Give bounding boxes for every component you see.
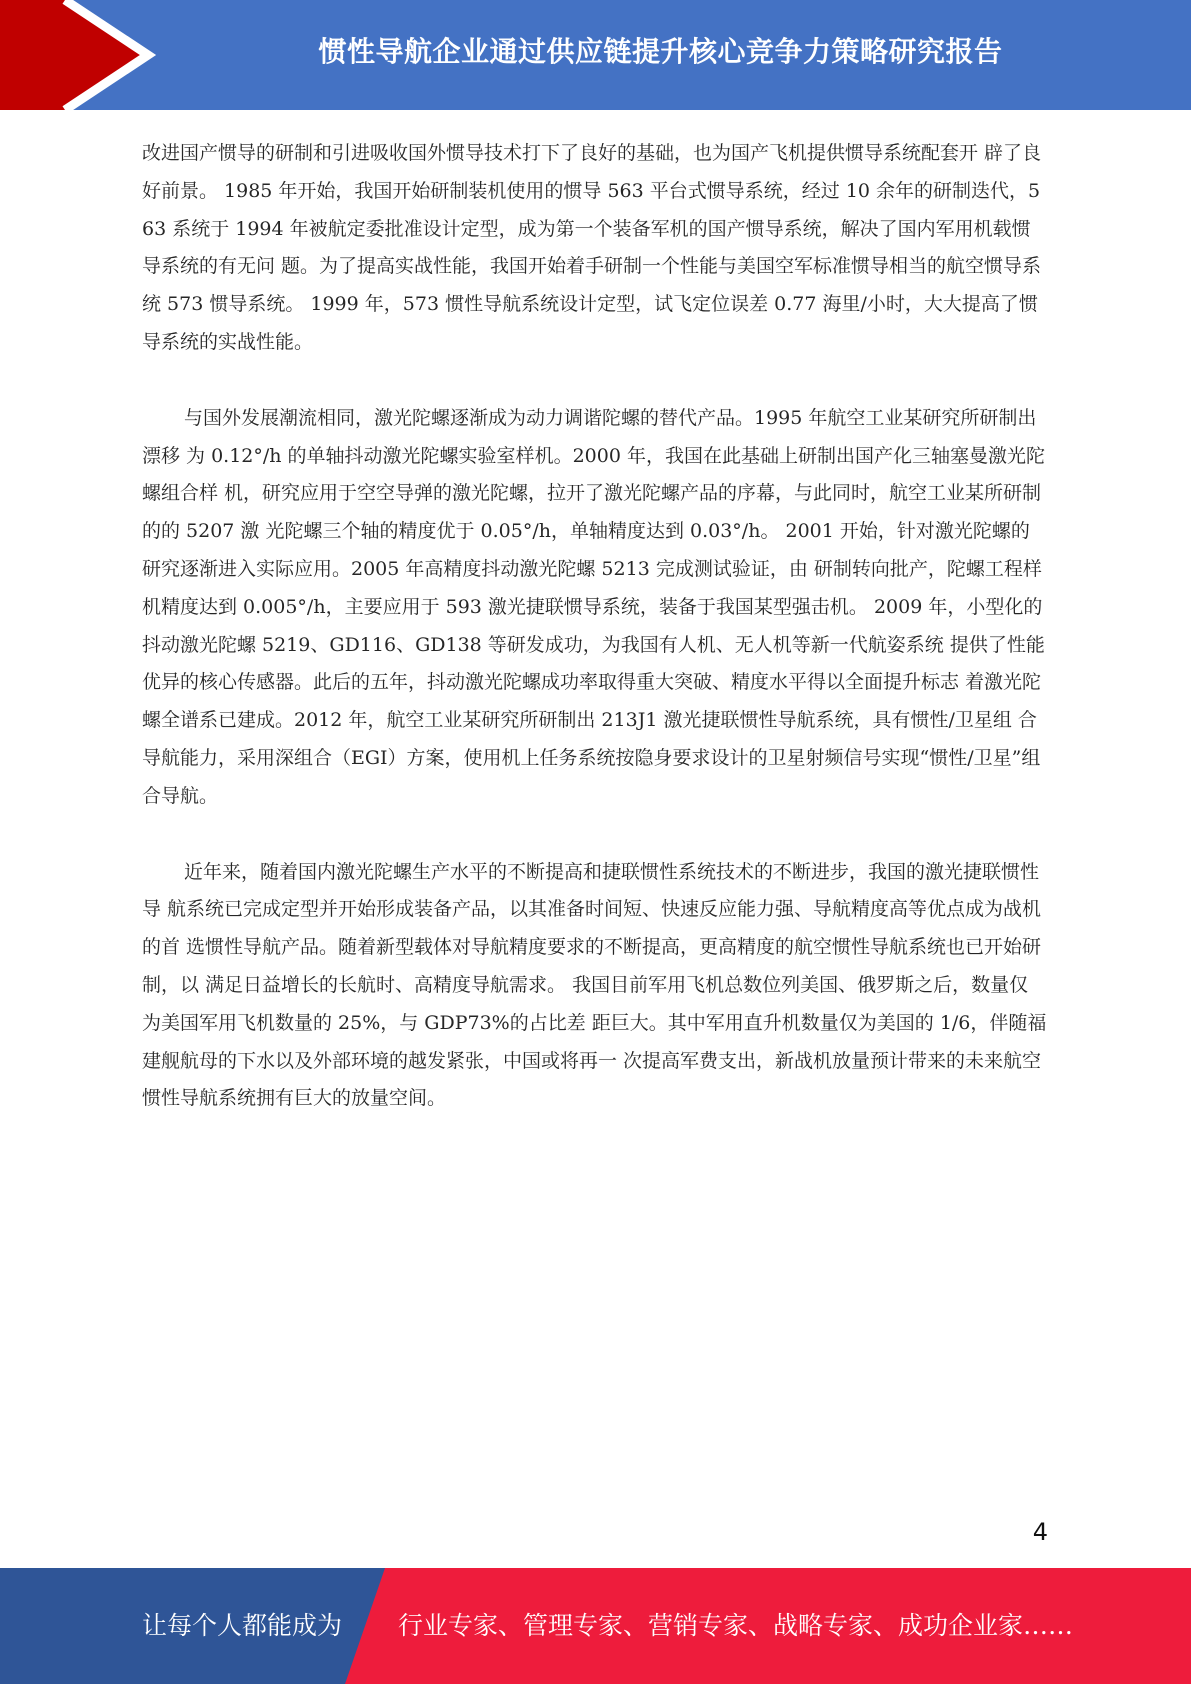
body-text [142, 135, 1047, 1118]
page-header [0, 0, 1191, 110]
paragraph-2: 与国外发展潮流相同，激光陀螺逐渐成为动力调谐陀螺的替代产品。1995 年航空工业某研究所研制出漂移 为 0.12°/h 的单轴抖动激光陀螺实验室样机。2000 年，我国在此基础上研制出国产化三轴塞曼激光陀螺组合样 机，研究应用于空空导弹的激光陀螺，拉开了激光陀螺产品的序幕，与此同时，航空工业某所研制的的 5207 激 光陀螺三个轴的精度优于 0.05°/h，单轴精度达到 0.03°/h。 2001 开始，针对激光陀螺的研究逐渐进入实际应用。2005 年高精度抖动激光陀螺 5213 完成测试验证，由 研制转向批产，陀螺工程样机精度达到 0.005°/h，主要应用于 593 激光捷联惯导系统，装备于我国某型强击机。 2009 年，小型化的抖动激光陀螺 5219、GD116、GD138 等研发成功，为我国有人机、无人机等新一代航姿系统 提供了性能优异的核心传感器。此后的五年，抖动激光陀螺成功率取得重大突破、精度水平得以全面提升标志 着激光陀螺全谱系已建成。2012 年，航空工业某研究所研制出 213J1 激光捷联惯性导航系统，具有惯性/卫星组 合导航能力，采用深组合（EGI）方案，使用机上任务系统按隐身要求设计的卫星射频信号实现“惯性/卫星”组 合导航。 [142, 406, 1045, 807]
paragraph-1: 改进国产惯导的研制和引进吸收国外惯导技术打下了良好的基础，也为国产飞机提供惯导系统配套开 辟了良好前景。 1985 年开始，我国开始研制装机使用的惯导 563 平台式惯导系统，经过 10 余年的研制迭代，563 系统于 1994 年被航定委批准设计定型，成为第一个装备军机的国产惯导系统，解决了国内军用机载惯导系统的有无问 题。为了提高实战性能，我国开始着手研制一个性能与美国空军标准惯导相当的航空惯导系统 573 惯导系统。 1999 年，573 惯性导航系统设计定型，试飞定位误差 0.77 海里/小时，大大提高了惯导系统的实战性能。 [142, 142, 1042, 353]
paragraph-3: 近年来，随着国内激光陀螺生产水平的不断提高和捷联惯性系统技术的不断进步，我国的激光捷联惯性导 航系统已完成定型并开始形成装备产品，以其准备时间短、快速反应能力强、导航精度高等优点成为战机的首 选惯性导航产品。随着新型载体对导航精度要求的不断提高，更高精度的航空惯性导航系统也已开始研制，以 满足日益增长的长航时、高精度导航需求。 我国目前军用飞机总数位列美国、俄罗斯之后，数量仅为美国军用飞机数量的 25%，与 GDP73%的占比差 距巨大。其中军用直升机数量仅为美国的 1/6，伴随福建舰航母的下水以及外部环境的越发紧张，中国或将再一 次提高军费支出，新战机放量预计带来的未来航空惯性导航系统拥有巨大的放量空间。 [142, 860, 1047, 1110]
footer-slogan-right: 行业专家、管理专家、营销专家、战略专家、成功企业家…… [398, 1611, 1074, 1640]
footer-slogan-left: 让每个人都能成为 [142, 1611, 343, 1640]
page-footer [0, 1568, 1191, 1684]
report-title: 惯性导航企业通过供应链提升核心竞争力策略研究报告 [318, 35, 1003, 68]
page-number: 4 [1032, 1518, 1048, 1546]
header-red-arrow [0, 0, 148, 110]
